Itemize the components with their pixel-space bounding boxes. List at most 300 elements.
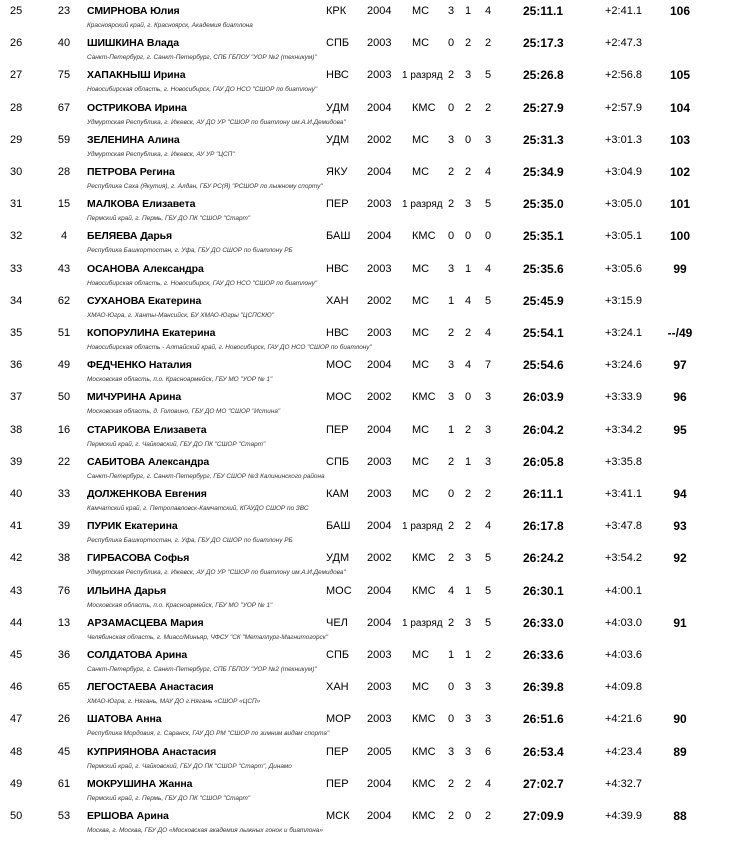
result-row	[0, 520, 750, 552]
finish-time: 26:39.8	[523, 680, 564, 695]
time-behind: +4:32.7	[605, 777, 643, 790]
result-row	[0, 713, 750, 745]
penalty-stage-1: 2	[447, 616, 455, 629]
bib-cell: 65	[57, 681, 71, 694]
place-cell: 41	[10, 520, 23, 533]
time-behind: +4:03.0	[605, 616, 643, 629]
time-behind: +3:05.0	[605, 198, 643, 211]
athlete-name: ШИШКИНА Влада	[87, 37, 179, 50]
athlete-name: АРЗАМАСЦЕВА Мария	[87, 616, 204, 629]
finish-time: 25:31.3	[523, 132, 564, 147]
result-row	[0, 456, 750, 488]
penalty-total: 2	[484, 488, 492, 500]
team-info: Новосибирская область, г. Новосибирск, ГАУ ДО НСО "СШОР по биатлону"	[87, 86, 318, 94]
region-cell: СПБ	[326, 649, 350, 661]
sport-rank-cell: КМС	[412, 584, 436, 597]
bib-cell: 45	[57, 745, 71, 758]
penalty-total: 3	[484, 455, 492, 468]
team-info: Новосибирская область, г. Новосибирск, ГАУ ДО НСО "СШОР по биатлону"	[87, 279, 318, 287]
time-behind: +3:04.9	[605, 166, 643, 178]
penalty-total: 2	[484, 810, 492, 822]
points-cell: 96	[673, 390, 687, 405]
points-cell: 105	[669, 68, 691, 83]
birth-year-cell: 2004	[367, 584, 392, 597]
penalty-stage-1: 0	[447, 101, 455, 114]
penalty-stage-2: 0	[464, 391, 472, 404]
birth-year-cell: 2003	[367, 198, 392, 211]
time-behind: +2:47.3	[605, 37, 643, 50]
penalty-stage-2: 1	[464, 455, 472, 468]
result-row	[0, 585, 750, 617]
team-info: Пермский край, г. Пермь, ГБУ ДО ПК "СШОР "Старт"	[87, 215, 251, 223]
penalty-stage-1: 1	[447, 294, 455, 307]
team-info: Республика Башкортостан, г. Уфа, ГБУ ДО СШОР по биатлону РБ	[87, 247, 293, 255]
points-cell: 91	[673, 615, 687, 630]
athlete-name: ШАТОВА Анна	[87, 713, 162, 726]
result-row	[0, 37, 750, 69]
penalty-stage-1: 2	[447, 69, 455, 82]
athlete-name: ЛЕГОСТАЕВА Анастасия	[87, 681, 214, 694]
birth-year-cell: 2004	[367, 230, 392, 243]
penalty-stage-1: 3	[447, 262, 455, 275]
sport-rank-cell: МС	[412, 649, 430, 661]
team-info: Московская область, п.о. Красноармейск, ГБУ МО "УОР № 1"	[87, 601, 273, 609]
athlete-name: ЗЕЛЕНИНА Алина	[87, 133, 180, 146]
birth-year-cell: 2003	[367, 488, 392, 500]
region-cell: КАМ	[326, 488, 349, 500]
penalty-stage-2: 3	[464, 69, 472, 82]
penalty-total: 5	[484, 616, 492, 629]
finish-time: 25:34.9	[523, 165, 564, 179]
birth-year-cell: 2004	[367, 101, 392, 114]
bib-cell: 53	[57, 810, 71, 822]
penalty-stage-1: 2	[447, 552, 455, 565]
points-cell: 100	[669, 229, 691, 244]
result-row	[0, 552, 750, 584]
bib-cell: 59	[57, 133, 71, 146]
points-cell: 101	[669, 197, 691, 212]
sport-rank-cell: МС	[412, 488, 430, 500]
sport-rank-cell: КМС	[412, 101, 436, 114]
time-behind: +4:09.8	[605, 681, 643, 694]
team-info: Пермский край, г. Чайковский, ГБУ ДО ПК "СШОР "Старт", Динамо	[87, 762, 292, 770]
points-cell: 99	[673, 261, 687, 276]
penalty-total: 5	[484, 584, 492, 597]
finish-time: 25:54.1	[523, 326, 564, 340]
bib-cell: 15	[57, 198, 71, 211]
result-row	[0, 166, 750, 198]
team-info: Москва, г. Москва, ГБУ ДО «Московская академия лыжных гонок и биатлона»	[87, 827, 323, 834]
place-cell: 43	[10, 584, 23, 597]
team-info: Республика Саха (Якутия), г. Алдан, ГБУ РС(Я) "РСШОР по лыжному спорту"	[87, 183, 323, 190]
finish-time: 26:24.2	[523, 551, 564, 566]
penalty-total: 4	[484, 520, 492, 533]
athlete-name: ПУРИК Екатерина	[87, 520, 178, 533]
birth-year-cell: 2004	[367, 520, 392, 533]
region-cell: ПЕР	[326, 745, 349, 758]
penalty-total: 2	[484, 649, 492, 661]
team-info: Республика Башкортостан, г. Уфа, ГБУ ДО СШОР по биатлону РБ	[87, 537, 293, 545]
sport-rank-cell: 1 разряд	[402, 617, 443, 629]
penalty-stage-1: 0	[447, 37, 455, 50]
result-row	[0, 359, 750, 391]
team-info: Камчатский край, г. Петропавловск-Камчатский, КГАУДО СШОР по ЗВС	[87, 505, 309, 512]
penalty-stage-2: 4	[464, 359, 472, 372]
penalty-stage-1: 1	[447, 423, 455, 436]
sport-rank-cell: МС	[412, 681, 430, 694]
place-cell: 32	[10, 230, 23, 243]
athlete-name: СТАРИКОВА Елизавета	[87, 423, 207, 436]
points-cell: 92	[673, 551, 687, 566]
region-cell: ЧЕЛ	[326, 616, 348, 629]
region-cell: МОС	[326, 391, 352, 404]
place-cell: 27	[10, 69, 23, 82]
time-behind: +3:15.9	[605, 294, 643, 307]
place-cell: 42	[10, 552, 23, 565]
penalty-stage-1: 2	[447, 327, 455, 339]
penalty-stage-1: 1	[447, 649, 455, 661]
result-row	[0, 649, 750, 681]
region-cell: МСК	[326, 810, 350, 822]
penalty-total: 0	[484, 230, 492, 243]
bib-cell: 13	[57, 616, 71, 629]
finish-time: 27:09.9	[523, 809, 564, 823]
athlete-name: ДОЛЖЕНКОВА Евгения	[87, 488, 207, 500]
finish-time: 26:03.9	[523, 390, 564, 405]
penalty-stage-1: 2	[447, 166, 455, 178]
time-behind: +3:34.2	[605, 423, 643, 436]
sport-rank-cell: 1 разряд	[402, 70, 443, 82]
result-row	[0, 198, 750, 230]
place-cell: 39	[10, 455, 23, 468]
birth-year-cell: 2003	[367, 262, 392, 275]
finish-time: 25:45.9	[523, 293, 564, 308]
team-info: Московская область, п.о. Красноармейск, ГБУ МО "УОР № 1"	[87, 376, 273, 384]
penalty-stage-2: 2	[464, 423, 472, 436]
time-behind: +2:56.8	[605, 69, 643, 82]
team-info: Удмуртская Республика, г. Ижевск, АУ ДО УР "СШОР по биатлону им.А.И.Демидова"	[87, 118, 346, 126]
birth-year-cell: 2002	[367, 552, 392, 565]
finish-time: 25:35.0	[523, 197, 564, 212]
region-cell: УДМ	[326, 101, 350, 114]
penalty-stage-1: 0	[447, 713, 455, 726]
penalty-stage-2: 2	[464, 37, 472, 50]
penalty-stage-1: 0	[447, 681, 455, 694]
bib-cell: 62	[57, 294, 71, 307]
finish-time: 25:26.8	[523, 68, 564, 83]
bib-cell: 4	[60, 230, 68, 243]
bib-cell: 16	[57, 423, 71, 436]
team-info: Республика Мордовия, г. Саранск, ГАУ ДО РМ "СШОР по зимним видам спорта"	[87, 730, 330, 738]
points-cell: 90	[673, 712, 687, 727]
penalty-total: 3	[484, 423, 492, 436]
place-cell: 25	[10, 5, 23, 17]
penalty-total: 5	[484, 294, 492, 307]
region-cell: ХАН	[326, 294, 349, 307]
sport-rank-cell: МС	[412, 359, 430, 372]
birth-year-cell: 2003	[367, 649, 392, 661]
team-info: Удмуртская Республика, г. Ижевск, АУ ДО УР "СШОР по биатлону им.А.И.Демидова"	[87, 569, 346, 577]
penalty-total: 4	[484, 262, 492, 275]
region-cell: СПБ	[326, 455, 350, 468]
birth-year-cell: 2002	[367, 391, 392, 404]
sport-rank-cell: КМС	[412, 745, 436, 758]
sport-rank-cell: КМС	[412, 777, 436, 790]
bib-cell: 61	[57, 777, 71, 790]
result-row	[0, 424, 750, 456]
region-cell: НВС	[326, 69, 349, 82]
sport-rank-cell: МС	[412, 5, 430, 17]
penalty-total: 5	[484, 552, 492, 565]
birth-year-cell: 2004	[367, 423, 392, 436]
time-behind: +3:24.1	[605, 327, 643, 339]
finish-time: 25:35.1	[523, 229, 564, 244]
penalty-stage-1: 2	[447, 455, 455, 468]
penalty-stage-1: 3	[447, 359, 455, 372]
result-row	[0, 327, 750, 359]
birth-year-cell: 2004	[367, 359, 392, 372]
region-cell: НВС	[326, 262, 349, 275]
finish-time: 26:53.4	[523, 744, 564, 759]
result-row	[0, 617, 750, 649]
birth-year-cell: 2003	[367, 455, 392, 468]
bib-cell: 51	[57, 327, 71, 339]
birth-year-cell: 2003	[367, 69, 392, 82]
penalty-stage-2: 3	[464, 681, 472, 694]
points-cell: 103	[669, 132, 691, 147]
sport-rank-cell: МС	[412, 423, 430, 436]
birth-year-cell: 2005	[367, 745, 392, 758]
place-cell: 37	[10, 391, 23, 404]
penalty-total: 4	[484, 166, 492, 178]
time-behind: +3:05.6	[605, 262, 643, 275]
sport-rank-cell: МС	[412, 262, 430, 275]
time-behind: +3:33.9	[605, 391, 643, 404]
time-behind: +3:41.1	[605, 488, 643, 500]
penalty-stage-2: 1	[464, 5, 472, 17]
bib-cell: 50	[57, 391, 71, 404]
birth-year-cell: 2004	[367, 810, 392, 822]
finish-time: 25:27.9	[523, 100, 564, 115]
penalty-total: 2	[484, 101, 492, 114]
athlete-name: ЕРШОВА Арина	[87, 810, 169, 822]
penalty-stage-2: 1	[464, 649, 472, 661]
sport-rank-cell: КМС	[412, 552, 436, 565]
finish-time: 25:54.6	[523, 358, 564, 373]
region-cell: МОС	[326, 584, 352, 597]
penalty-total: 3	[484, 133, 492, 146]
place-cell: 29	[10, 133, 23, 146]
penalty-total: 5	[484, 198, 492, 211]
bib-cell: 38	[57, 552, 71, 565]
penalty-stage-2: 0	[464, 133, 472, 146]
bib-cell: 40	[57, 37, 71, 50]
team-info: Санкт-Петербург, г. Санкт-Петербург, ГБУ СШОР №3 Калининского района	[87, 472, 325, 480]
place-cell: 28	[10, 101, 23, 114]
penalty-total: 5	[484, 69, 492, 82]
finish-time: 27:02.7	[523, 776, 564, 791]
bib-cell: 23	[57, 5, 71, 17]
place-cell: 44	[10, 616, 23, 629]
points-cell: 97	[673, 358, 687, 373]
sport-rank-cell: МС	[412, 327, 430, 339]
time-behind: +3:54.2	[605, 552, 643, 565]
points-cell: 89	[673, 744, 687, 759]
time-behind: +4:39.9	[605, 810, 643, 822]
bib-cell: 43	[57, 262, 71, 275]
place-cell: 36	[10, 359, 23, 372]
penalty-stage-2: 1	[464, 584, 472, 597]
time-behind: +3:35.8	[605, 455, 643, 468]
athlete-name: ОСТРИКОВА Ирина	[87, 101, 187, 114]
penalty-total: 6	[484, 745, 492, 758]
birth-year-cell: 2002	[367, 133, 392, 146]
penalty-stage-2: 3	[464, 745, 472, 758]
result-row	[0, 810, 750, 842]
penalty-stage-1: 0	[447, 488, 455, 500]
region-cell: СПБ	[326, 37, 350, 50]
region-cell: МОР	[326, 713, 352, 726]
result-row	[0, 263, 750, 295]
birth-year-cell: 2002	[367, 294, 392, 307]
penalty-stage-2: 2	[464, 166, 472, 178]
place-cell: 35	[10, 327, 23, 339]
time-behind: +3:05.1	[605, 230, 643, 243]
result-row	[0, 134, 750, 166]
region-cell: УДМ	[326, 552, 350, 565]
athlete-name: ГИРБАСОВА Софья	[87, 552, 190, 565]
team-info: Удмуртская Республика, г. Ижевск, АУ УР "ЦСП"	[87, 150, 235, 158]
athlete-name: СУХАНОВА Екатерина	[87, 294, 202, 307]
time-behind: +3:01.3	[605, 133, 643, 146]
birth-year-cell: 2004	[367, 616, 392, 629]
athlete-name: ПЕТРОВА Регина	[87, 166, 175, 178]
finish-time: 26:51.6	[523, 712, 564, 727]
time-behind: +2:57.9	[605, 101, 643, 114]
region-cell: ЯКУ	[326, 166, 348, 178]
place-cell: 49	[10, 777, 23, 790]
team-info: Московская область, д. Головино, ГБУ ДО МО "СШОР "Истина"	[87, 408, 281, 416]
finish-time: 25:17.3	[523, 36, 564, 51]
athlete-name: КОПОРУЛИНА Екатерина	[87, 327, 216, 339]
points-cell: 88	[673, 809, 687, 823]
place-cell: 31	[10, 198, 23, 211]
athlete-name: МОКРУШИНА Жанна	[87, 777, 193, 790]
penalty-stage-1: 3	[447, 133, 455, 146]
time-behind: +3:47.8	[605, 520, 643, 533]
place-cell: 33	[10, 262, 23, 275]
result-row	[0, 746, 750, 778]
penalty-stage-1: 3	[447, 5, 455, 17]
finish-time: 25:11.1	[523, 4, 564, 18]
finish-time: 26:11.1	[523, 487, 564, 501]
points-cell: 95	[673, 422, 687, 437]
penalty-total: 3	[484, 391, 492, 404]
region-cell: УДМ	[326, 133, 350, 146]
birth-year-cell: 2003	[367, 37, 392, 50]
sport-rank-cell: МС	[412, 133, 430, 146]
result-row	[0, 778, 750, 810]
finish-time: 25:35.6	[523, 261, 564, 276]
athlete-name: МАЛКОВА Елизавета	[87, 198, 196, 211]
sport-rank-cell: 1 разряд	[402, 521, 443, 533]
result-row	[0, 681, 750, 713]
team-info: Санкт-Петербург, г. Санкт-Петербург, СПБ ГБПОУ "УОР №2 (техникум)"	[87, 666, 317, 673]
finish-time: 26:04.2	[523, 422, 564, 437]
time-behind: +4:21.6	[605, 713, 643, 726]
bib-cell: 22	[57, 455, 71, 468]
finish-time: 26:17.8	[523, 519, 564, 534]
athlete-name: ИЛЬИНА Дарья	[87, 584, 167, 597]
place-cell: 48	[10, 745, 23, 758]
bib-cell: 75	[57, 69, 71, 82]
team-info: ХМАО-Югра, г. Ханты-Мансийск, БУ ХМАО-Югры "ЦСПСКЮ"	[87, 311, 274, 319]
penalty-stage-2: 0	[464, 810, 472, 822]
bib-cell: 67	[57, 101, 71, 114]
place-cell: 40	[10, 488, 23, 500]
time-behind: +4:03.6	[605, 649, 643, 661]
place-cell: 30	[10, 166, 23, 178]
penalty-stage-2: 2	[464, 777, 472, 790]
finish-time: 26:33.0	[523, 615, 564, 630]
points-cell: 104	[669, 100, 691, 115]
time-behind: +4:23.4	[605, 745, 643, 758]
penalty-stage-1: 3	[447, 391, 455, 404]
penalty-stage-2: 3	[464, 713, 472, 726]
result-row	[0, 295, 750, 327]
birth-year-cell: 2004	[367, 166, 392, 178]
team-info: Новосибирская область - Алтайский край, г. Новосибирск, ГАУ ДО НСО "СШОР по биатлону"	[87, 344, 372, 351]
bib-cell: 49	[57, 359, 71, 372]
finish-time: 26:33.6	[523, 648, 564, 662]
region-cell: ПЕР	[326, 777, 349, 790]
region-cell: КРК	[326, 5, 347, 17]
sport-rank-cell: КМС	[412, 810, 436, 822]
result-row	[0, 391, 750, 423]
region-cell: БАШ	[326, 230, 351, 243]
points-cell: 94	[673, 487, 687, 501]
penalty-total: 7	[484, 359, 492, 372]
bib-cell: 33	[57, 488, 71, 500]
penalty-stage-2: 3	[464, 552, 472, 565]
points-cell: 106	[669, 4, 691, 18]
region-cell: БАШ	[326, 520, 351, 533]
penalty-total: 4	[484, 327, 492, 339]
sport-rank-cell: МС	[412, 166, 430, 178]
sport-rank-cell: 1 разряд	[402, 199, 443, 211]
penalty-stage-1: 2	[447, 810, 455, 822]
birth-year-cell: 2004	[367, 5, 392, 17]
penalty-stage-2: 1	[464, 262, 472, 275]
time-behind: +2:41.1	[605, 5, 643, 17]
result-row	[0, 230, 750, 262]
penalty-stage-1: 3	[447, 745, 455, 758]
athlete-name: САБИТОВА Александра	[87, 455, 210, 468]
time-behind: +4:00.1	[605, 584, 643, 597]
penalty-stage-1: 2	[447, 777, 455, 790]
region-cell: НВС	[326, 327, 349, 339]
points-cell: --/49	[667, 326, 693, 340]
penalty-stage-1: 4	[447, 584, 455, 597]
penalty-stage-2: 2	[464, 101, 472, 114]
region-cell: МОС	[326, 359, 352, 372]
team-info: Пермский край, г. Пермь, ГБУ ДО ПК "СШОР "Старт"	[87, 794, 251, 802]
penalty-stage-2: 2	[464, 520, 472, 533]
athlete-name: КУПРИЯНОВА Анастасия	[87, 745, 217, 758]
athlete-name: СОЛДАТОВА Арина	[87, 649, 188, 661]
bib-cell: 36	[57, 649, 71, 661]
points-cell: 93	[673, 519, 687, 534]
